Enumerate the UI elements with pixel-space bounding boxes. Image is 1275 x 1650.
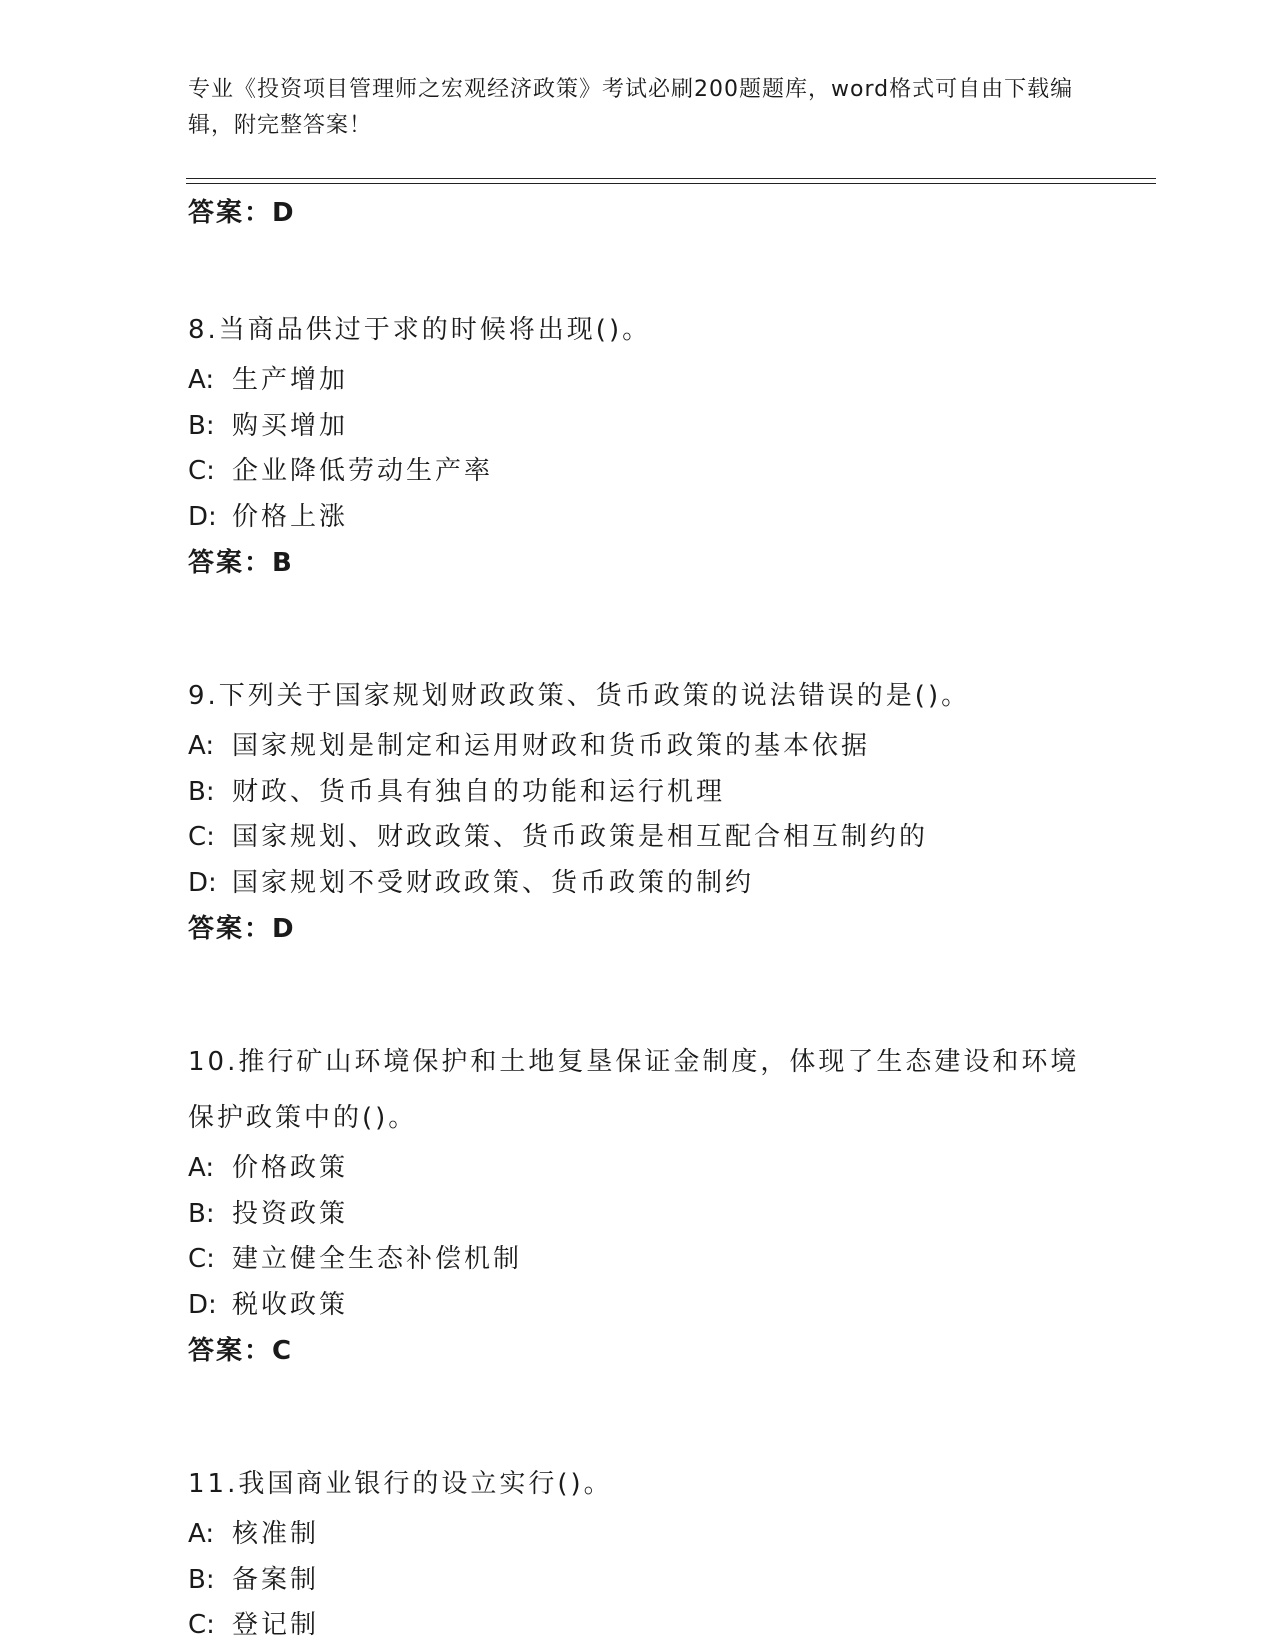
option-letter: B:	[188, 1198, 215, 1229]
option-text: 购买增加	[232, 410, 349, 441]
option-letter: D:	[188, 867, 217, 898]
option-d	[188, 1283, 1088, 1329]
option-c	[188, 1237, 1088, 1283]
option-c	[188, 449, 1088, 495]
option-text: 生产增加	[232, 365, 349, 395]
option-a	[188, 1146, 1088, 1192]
option-a	[188, 724, 1088, 770]
question-title: 9.下列关于国家规划财政政策、货币政策的说法错误的是()。	[188, 681, 971, 711]
option-text: 国家规划不受财政政策、货币政策的制约	[232, 867, 755, 898]
header-divider-bottom	[186, 183, 1156, 184]
option-text: 核准制	[232, 1519, 320, 1549]
option-letter: A:	[188, 1519, 215, 1549]
option-text: 备案制	[232, 1564, 320, 1595]
option-b	[188, 1558, 1088, 1604]
question-title: 8.当商品供过于求的时候将出现()。	[188, 315, 652, 345]
question-title: 11.我国商业银行的设立实行()。	[188, 1469, 613, 1499]
option-letter: A:	[188, 365, 215, 395]
answer-line: 答案：B	[188, 548, 294, 578]
question-block	[188, 1456, 1088, 1649]
question-title: 10.推行矿山环境保护和土地复垦保证金制度，体现了生态建设和环境保护政策中的()。	[188, 1047, 1080, 1133]
answer-line: 答案：C	[188, 1336, 294, 1366]
option-a	[188, 358, 1088, 404]
question-list	[188, 190, 1088, 1649]
answer-line: 答案：D	[188, 198, 296, 228]
option-letter: B:	[188, 776, 215, 807]
option-text: 价格上涨	[232, 501, 349, 532]
option-letter: C:	[188, 1244, 215, 1274]
option-text: 登记制	[232, 1610, 320, 1640]
option-d	[188, 861, 1088, 907]
option-b	[188, 404, 1088, 450]
header-divider-top	[186, 178, 1156, 179]
option-d	[188, 495, 1088, 541]
option-letter: B:	[188, 1564, 215, 1595]
option-text: 投资政策	[232, 1198, 349, 1229]
option-c	[188, 1603, 1088, 1649]
option-text: 建立健全生态补偿机制	[232, 1244, 523, 1274]
option-letter: C:	[188, 1610, 215, 1640]
option-text: 税收政策	[232, 1289, 349, 1320]
option-letter: C:	[188, 456, 215, 486]
option-a	[188, 1512, 1088, 1558]
option-text: 国家规划、财政政策、货币政策是相互配合相互制约的	[232, 822, 929, 852]
option-letter: D:	[188, 501, 217, 532]
question-block	[188, 302, 1088, 586]
option-letter: A:	[188, 1153, 215, 1183]
option-b	[188, 770, 1088, 816]
option-c	[188, 815, 1088, 861]
option-letter: D:	[188, 1289, 217, 1320]
document-header: 专业《投资项目管理师之宏观经济政策》考试必刷200题题库，word格式可自由下载编辑，附完整答案！	[188, 77, 1074, 138]
option-b	[188, 1192, 1088, 1238]
option-text: 价格政策	[232, 1153, 349, 1183]
option-text: 国家规划是制定和运用财政和货币政策的基本依据	[232, 731, 871, 761]
option-letter: B:	[188, 410, 215, 441]
question-block	[188, 1034, 1088, 1374]
question-block	[188, 668, 1088, 952]
option-text: 企业降低劳动生产率	[232, 456, 494, 486]
option-letter: C:	[188, 822, 215, 852]
option-text: 财政、货币具有独自的功能和运行机理	[232, 776, 726, 807]
answer-line: 答案：D	[188, 914, 296, 944]
option-letter: A:	[188, 731, 215, 761]
